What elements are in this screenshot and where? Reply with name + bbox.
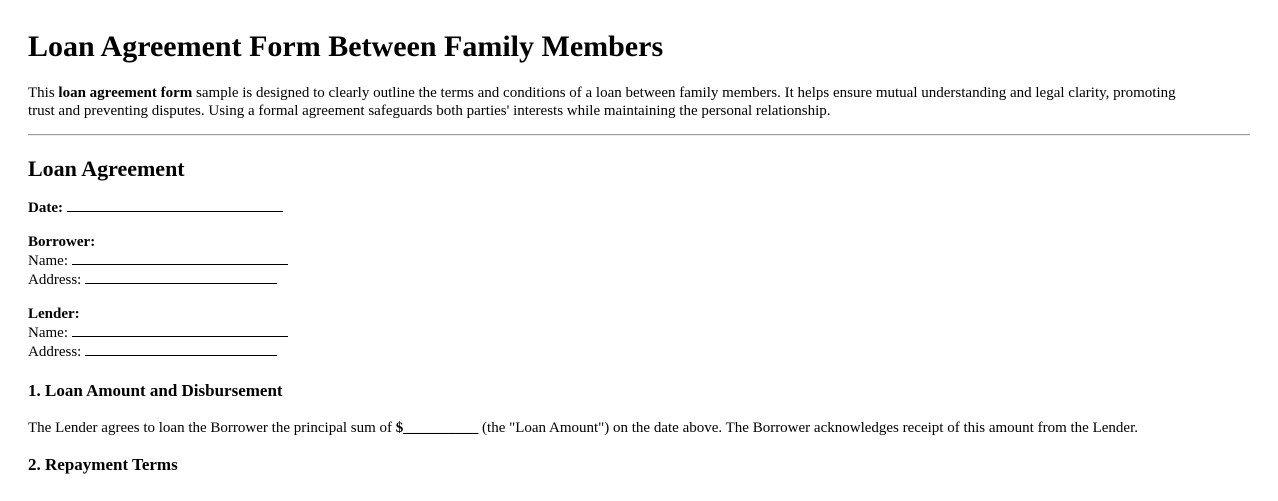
section-1-heading: 1. Loan Amount and Disbursement [28, 381, 283, 400]
intro-prefix: This [28, 85, 59, 101]
loan-amount-text-after: (the "Loan Amount") on the date above. The Borrower acknowledges receipt of this amount from the Lender. [478, 420, 1138, 436]
date-label: Date: [28, 200, 63, 216]
lender-address-label: Address: [28, 344, 82, 360]
divider [28, 134, 1250, 136]
borrower-address-blank[interactable] [85, 270, 277, 284]
section-1-paragraph [28, 419, 1250, 437]
loan-amount-text-before: The Lender agrees to loan the Borrower the principal sum of [28, 420, 396, 436]
page-title: Loan Agreement Form Between Family Members [28, 30, 664, 63]
lender-address-blank[interactable] [85, 342, 277, 356]
loan-amount-blank[interactable]: $__________ [395, 420, 479, 436]
borrower-name-blank[interactable] [72, 251, 288, 265]
borrower-name-label: Name: [28, 253, 68, 269]
agreement-heading: Loan Agreement [28, 156, 185, 181]
date-blank[interactable] [67, 198, 283, 212]
borrower-address-label: Address: [28, 272, 82, 288]
intro-bold-phrase: loan agreement form [58, 85, 193, 101]
lender-heading: Lender: [28, 306, 80, 322]
intro-suffix: sample is designed to clearly outline the terms and conditions of a loan between family members. It helps ensure mutual understanding and legal clarity, promoting trust and preventing disputes. Using a formal agreement safeguards both parties' interests while maintaining the personal relationship. [28, 85, 1176, 119]
borrower-heading: Borrower: [28, 234, 96, 250]
section-2-heading: 2. Repayment Terms [28, 455, 178, 474]
intro-paragraph [28, 84, 1250, 120]
lender-name-blank[interactable] [72, 323, 288, 337]
lender-block [28, 305, 1250, 361]
lender-name-label: Name: [28, 325, 68, 341]
borrower-block [28, 233, 1250, 289]
date-field [28, 198, 1250, 217]
